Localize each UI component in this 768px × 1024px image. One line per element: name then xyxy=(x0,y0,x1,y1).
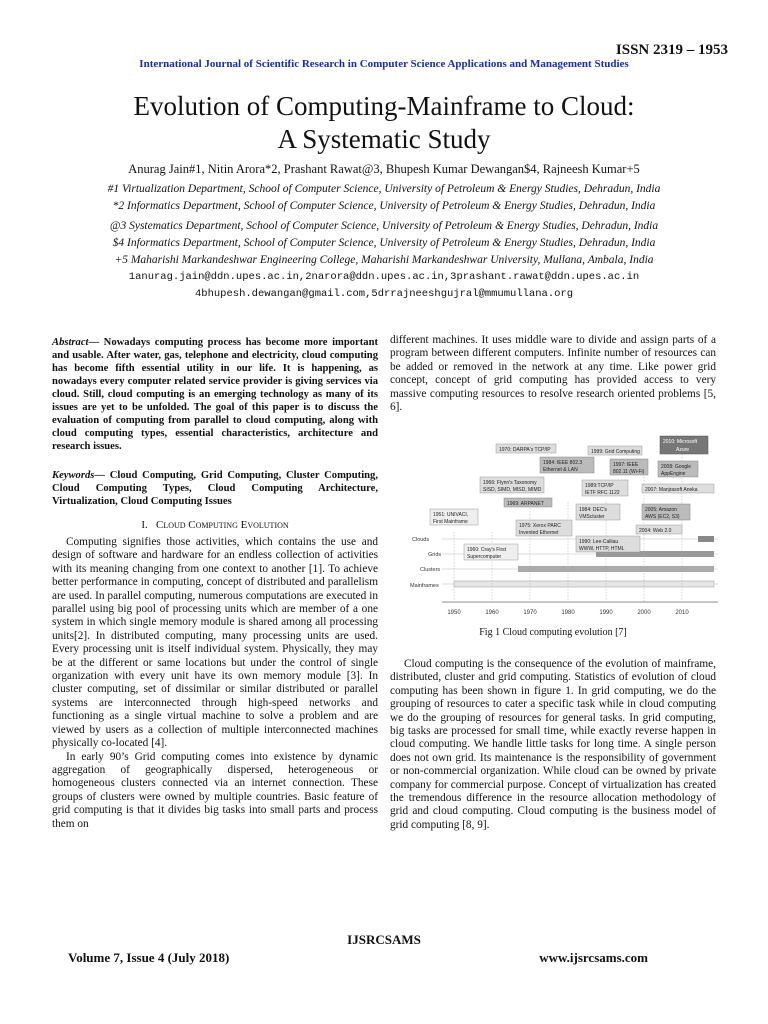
row-label-grids: Grids xyxy=(428,552,442,558)
keywords-label: Keywords xyxy=(52,470,95,481)
event-aneka: 2007: Manjrasoft Aneka xyxy=(645,487,698,493)
tick-1980: 1980 xyxy=(561,610,575,616)
event-vms-2: VMScluster xyxy=(579,514,605,520)
event-aws-1: 2005: Amazon xyxy=(645,507,677,513)
abstract xyxy=(52,336,378,453)
event-www-2: WWW, HTTP, HTML xyxy=(579,546,625,552)
affiliation-2: *2 Informatics Department, School of Computer Science, University of Petroleum & Energy Studies, Dehradun, India xyxy=(112,200,656,212)
affiliation-1: #1 Virtualization Department, School of Computer Science, University of Petroleum & Energy Studies, Dehradun, India xyxy=(107,183,661,195)
affiliation-4: $4 Informatics Department, School of Computer Science, University of Petroleum & Energy Studies, Dehradun, India xyxy=(112,237,656,249)
body-left-column xyxy=(52,536,378,831)
event-darpa: 1970: DARPA's TCP/IP xyxy=(499,447,551,453)
section-heading xyxy=(52,519,378,531)
bar-mainframes xyxy=(454,581,714,587)
evolution-figure xyxy=(410,432,722,622)
event-wifi-1: 1997: IEEE xyxy=(613,462,639,468)
event-web2: 2004: Web 2.0 xyxy=(639,528,672,534)
event-univac-1: 1951: UNIVACI, xyxy=(433,512,469,518)
footer-website[interactable]: www.ijsrcsams.com xyxy=(539,950,648,965)
event-cray-2: Supercomputer xyxy=(467,554,502,560)
event-rfc-1: 1989:TCP/IP xyxy=(585,483,614,489)
event-vms-1: 1984: DEC's xyxy=(579,507,607,513)
tick-1950: 1950 xyxy=(447,610,461,616)
event-flynn-2: SISD, SIMD, MISD, MIMD xyxy=(483,487,542,493)
journal-name: International Journal of Scientific Research in Computer Science Applications and Management Studies xyxy=(139,58,629,70)
email-line-1: 1anurag.jain@ddn.upes.ac.in,2narora@ddn.upes.ac.in,3prashant.rawat@ddn.upes.ac.in xyxy=(128,271,640,283)
event-univac-2: First Mainframe xyxy=(433,519,468,525)
email-line-2: 4bhupesh.dewangan@gmail.com,5drrajneeshgujral@mmumullana.org xyxy=(194,288,574,300)
event-appengine-2: AppEngine xyxy=(661,471,686,477)
event-flynn-1: 1966: Flynn's Taxonomy xyxy=(483,480,537,486)
affiliation-3: @3 Systematics Department, School of Computer Science, University of Petroleum & Energy Studies, Dehradun, India xyxy=(109,220,659,232)
affiliation-5: +5 Maharishi Markandeshwar Engineering College, Maharishi Markandeshwar University, Mullana, Ambala, India xyxy=(114,254,654,266)
tick-1960: 1960 xyxy=(485,610,499,616)
paper-title xyxy=(0,90,768,156)
event-www-1: 1990: Lee-Calliau xyxy=(579,539,619,545)
title-line-2: A Systematic Study xyxy=(277,124,491,154)
issn: ISSN 2319 – 1953 xyxy=(615,42,728,58)
footer-journal-abbr: IJSRCSAMS xyxy=(347,932,421,947)
tick-2000: 2000 xyxy=(637,610,651,616)
event-appengine-1: 2008: Google xyxy=(661,464,692,470)
event-cray-1: 1960: Cray's First xyxy=(467,547,507,553)
event-rfc-2: IETF RFC 1122 xyxy=(585,490,620,496)
bar-clusters xyxy=(518,566,714,572)
title-line-1: Evolution of Computing-Mainframe to Cloud: xyxy=(133,91,635,121)
tick-1970: 1970 xyxy=(523,610,537,616)
row-label-mainframes: Mainframes xyxy=(410,583,439,589)
event-ethernet-1: 1984: IEEE 802.3 xyxy=(543,460,583,466)
body-right-bottom xyxy=(390,658,716,832)
abstract-label: Abstract xyxy=(52,337,89,348)
row-label-clouds: Clouds xyxy=(412,537,430,543)
abstract-text: — Nowadays computing process has become more important and usable. After water, gas, telephone and electricity, cloud computing has become fifth essential utility in our life. It is happening, as nowadays every computer related service provider is giving services via cloud. Still, cloud computing is an emerging technology as many of its issues are yet to be unfolded. The goal of this paper is to discuss the evaluation of computing from parallel to cloud computing, along with cloud computing types, essential characteristics, architecture and research issues. xyxy=(52,337,378,452)
event-xerox-2: Invented Ethernet xyxy=(519,530,559,536)
row-label-clusters: Clusters xyxy=(420,567,441,573)
paragraph-4: Cloud computing is the consequence of the evolution of mainframe, distributed, cluster and grid computing. Statistics of evolution of cloud computing has been shown in figure 1. In grid computing, we do the grouping of resources to cater a specific task while in cloud computing we do the grouping of resources for general tasks. In grid computing, big tasks are processed for small time, while exactly reverse happen in cloud computing. We handle little tasks for long time. A single person does not own grid. Its maintenance is the responsibility of government or non-commercial organization. While cloud can be owned by private company for commercial purpose. Concept of virtualization has created the tremendous difference in the resource allocation methodology of grid and cloud computing. Cloud computing is the business model of grid computing [8, 9]. xyxy=(390,658,716,831)
tick-1990: 1990 xyxy=(599,610,613,616)
keywords-text: — Cloud Computing, Grid Computing, Cluster Computing, Cloud Computing Types, Cloud Computing Architecture, Virtualization, Cloud Computing Issues xyxy=(52,470,378,507)
event-azure-1: 2010: Microsoft xyxy=(663,439,698,445)
figure-caption: Fig 1 Cloud computing evolution [7] xyxy=(479,627,627,638)
event-ethernet-2: Ethernet & LAN xyxy=(543,467,578,473)
section-number: I. xyxy=(141,519,148,531)
paragraph-1: Computing signifies those activities, which contains the use and design of software and hardware for an endless collection of activities with its meaning changing from one context to another [1]. To achieve better performance in computing, concept of distributed and parallelism are used. In parallel computing, numerous computations are executed in parallel using big pool of processing units which are member of a one system in which single memory module is shared among all processing units[2]. In distributed computing, many processing units are used. Every processing unit is itself individual system. Physically, they may be at the different or same locations but under the control of single organization with every unit have its own memory module [3]. In cluster computing, set of dissimilar or similar distributed or parallel systems are interconnected through high-speed networks and functioning as a single virtual machine to solve a problem and are viewed by users as a collection of multiple interconnected machines physically co-located [4]. xyxy=(52,536,378,750)
event-xerox-1: 1975: Xerox PARC xyxy=(519,523,561,529)
event-grid: 1999: Grid Computing xyxy=(591,449,640,455)
bar-clouds xyxy=(698,536,714,542)
keywords xyxy=(52,469,378,508)
event-arpanet: 1969: ARPANET xyxy=(507,501,544,507)
paragraph-3: different machines. It uses middle ware to divide and assign parts of a program between different computers. Infinite number of resources can be added or removed in the network at any time. Like power grid concept, concept of grid computing has provided access to very massive computing resources to resolve research oriented problems [5, 6]. xyxy=(390,334,716,414)
event-azure-2: Azure xyxy=(676,447,690,453)
body-right-top xyxy=(390,334,716,414)
footer-volume: Volume 7, Issue 4 (July 2018) xyxy=(68,950,230,965)
authors: Anurag Jain#1, Nitin Arora*2, Prashant Rawat@3, Bhupesh Kumar Dewangan$4, Rajneesh Kumar+5 xyxy=(128,162,640,176)
event-wifi-2: 802.11 (Wi-Fi) xyxy=(613,469,645,475)
event-aws-2: AWS (EC2, S3) xyxy=(645,514,680,520)
section-title: Cloud Computing Evolution xyxy=(156,519,289,531)
tick-2010: 2010 xyxy=(675,610,689,616)
paragraph-2: In early 90’s Grid computing comes into existence by dynamic aggregation of geographically dispersed, heterogeneous or homogeneous clusters connected via an internet connection. These groups of clusters were owned by multiple countries. Basic feature of grid computing is that it divides big tasks into small parts and process them on xyxy=(52,750,378,830)
